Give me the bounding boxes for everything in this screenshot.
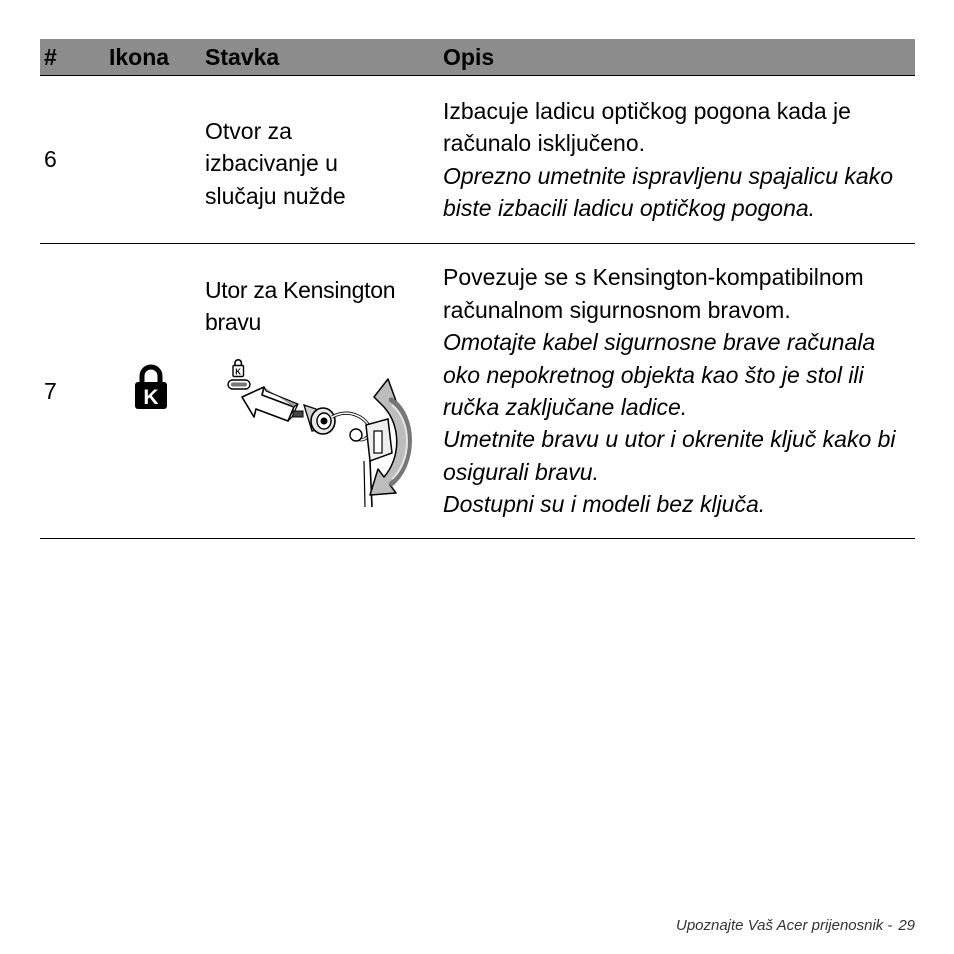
row-icon-empty	[104, 76, 200, 244]
lock-icon-letter: K	[143, 385, 159, 409]
row-description	[439, 76, 915, 244]
header-description: Opis	[439, 39, 915, 76]
description-note: Oprezno umetnite ispravljenu spajalicu kako biste izbacili ladicu optičkog pogona.	[443, 162, 894, 221]
row-item	[200, 244, 439, 539]
description-note: Dostupni su i modeli bez ključa.	[443, 491, 766, 518]
cable-loop	[350, 429, 362, 441]
header-item: Stavka	[200, 39, 439, 76]
lock-slot-inner	[231, 383, 247, 387]
small-lock-letter: K	[235, 367, 242, 377]
table-row	[40, 76, 915, 244]
item-label: Utor za Kensington bravu	[205, 277, 396, 336]
item-label: Otvor za izbacivanje u slučaju nužde	[205, 117, 346, 209]
description-note: Umetnite bravu u utor i okrenite ključ kako bi osigurali bravu.	[443, 426, 896, 485]
row-number: 7	[40, 244, 104, 539]
footer-title: Upoznajte Vaš Acer prijenosnik	[675, 917, 884, 934]
table-header	[40, 39, 915, 76]
row-description	[439, 244, 915, 539]
row-item	[200, 76, 439, 244]
row-icon	[104, 244, 200, 539]
description-text: Izbacuje ladicu optičkog pogona kada je računalo isključeno.	[443, 97, 851, 157]
lock-head	[293, 405, 335, 434]
description-note: Omotajte kabel sigurnosne brave računala oko nepokretnog objekta kao što je stol ili ručka zaključane ladice.	[443, 329, 876, 420]
page-number: 29	[898, 917, 915, 934]
row-number: 6	[40, 76, 104, 244]
header-icon: Ikona	[104, 39, 200, 76]
page-footer	[676, 917, 915, 934]
ports-table	[40, 39, 915, 539]
header-number: #	[40, 39, 104, 76]
kensington-lock-icon	[134, 364, 168, 410]
description-text: Povezuje se s Kensington-kompatibilnom računalnom sigurnosnom bravom.	[443, 264, 864, 323]
kensington-lock-illustration	[220, 357, 420, 507]
small-lock-icon	[233, 360, 244, 377]
table-row	[40, 244, 915, 539]
footer-separator: -	[887, 917, 893, 934]
insert-arrow	[242, 387, 298, 421]
